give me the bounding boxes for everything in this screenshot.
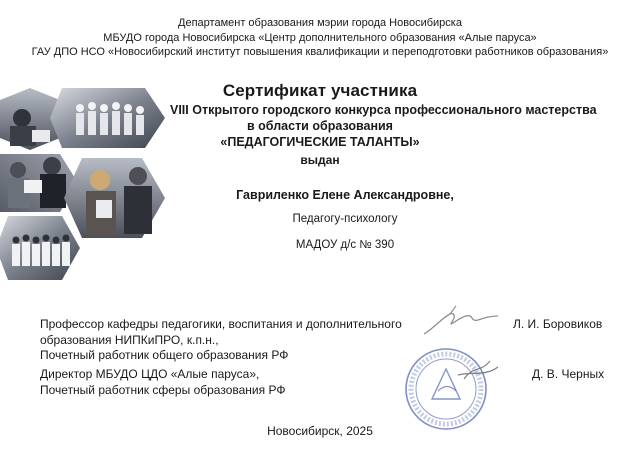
signatory-2-role [40, 367, 360, 398]
contest-line-2: в области образования [247, 119, 393, 133]
recipient-organization: МАДОУ д/с № 390 [295, 239, 395, 251]
photo-hex-3 [0, 154, 78, 212]
header-line-3: ГАУ ДПО НСО «Новосибирский институт повышения квалификации и переподготовки работников образования» [31, 46, 609, 58]
certificate-title-block [170, 80, 597, 168]
collage-graphic [0, 88, 170, 288]
signatory-2-name: Д. В. Черных [532, 367, 605, 381]
issued-label: выдан [300, 153, 340, 167]
recipient-name: Гавриленко Елене Александровне, [236, 188, 454, 202]
signatory-1-role [40, 317, 420, 364]
signatory-1-role-line-3: Почетный работник общего образования РФ [40, 348, 289, 362]
header-line-2: МБУДО города Новосибирска «Центр дополнительного образования «Алые паруса» [103, 31, 537, 44]
official-stamp [398, 345, 508, 435]
photo-collage [0, 88, 170, 288]
recipient-position: Педагогу-психологу [292, 213, 398, 225]
place-and-year: Новосибирск, 2025 [267, 424, 373, 438]
photo-hex-2 [50, 88, 165, 148]
signatory-1-role-line-2: образования НИПКиПРО, к.п.н., [40, 332, 219, 347]
header [0, 16, 640, 60]
certificate-title: Сертификат участника [222, 81, 418, 100]
signatory-1-name: Л. И. Боровиков [513, 317, 603, 331]
header-line-1: Департамент образования мэрии города Новосибирска [178, 17, 462, 29]
signatory-1-role-line-1: Профессор кафедры педагогики, воспитания и дополнительного [40, 317, 402, 331]
signatory-2-role-line-1: Директор МБУДО ЦДО «Алые паруса», [40, 367, 260, 381]
photo-hex-5 [0, 216, 80, 280]
photo-hex-4 [64, 158, 165, 238]
contest-name: «ПЕДАГОГИЧЕСКИЕ ТАЛАНТЫ» [220, 135, 420, 149]
contest-line-1: VIII Открытого городского конкурса профессионального мастерства [170, 103, 597, 117]
signature-1-mark [420, 304, 500, 338]
signatory-2-role-line-2: Почетный работник сферы образования РФ [40, 382, 286, 397]
